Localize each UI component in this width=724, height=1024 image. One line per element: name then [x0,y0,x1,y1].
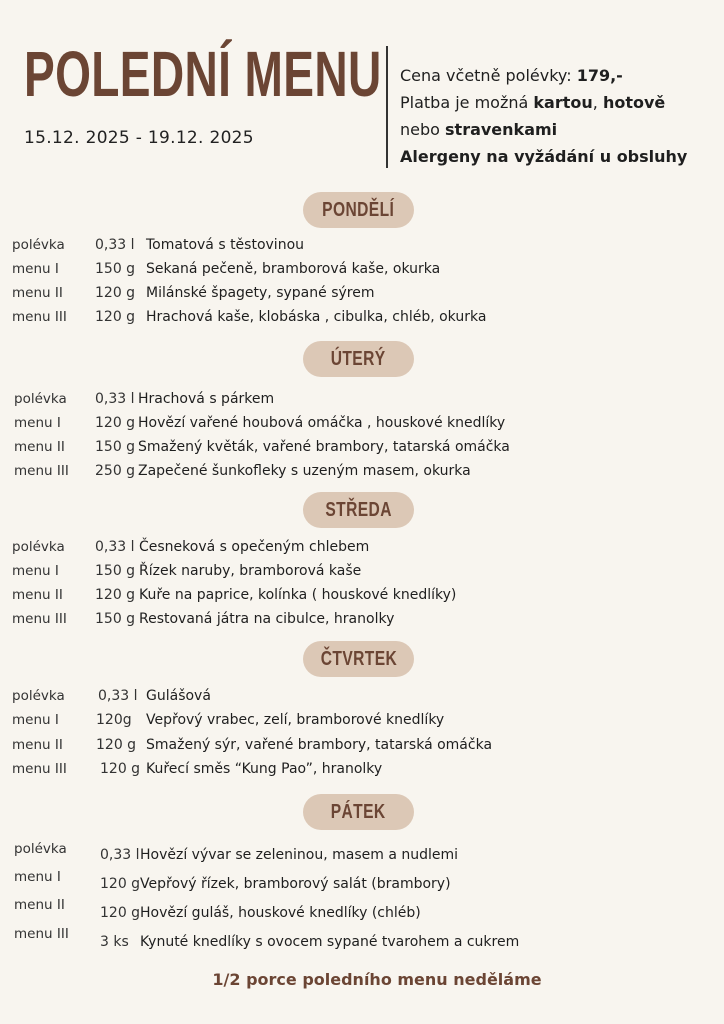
menu-dish: Hovězí guláš, houskové knedlíky (chléb) [140,905,421,921]
menu-row [0,712,724,734]
menu-row [0,463,724,485]
menu-dish: Kuřecí směs “Kung Pao”, hranolky [146,761,383,777]
menu-quantity: 0,33 l [95,539,135,555]
menu-quantity: 0,33 l [95,237,135,253]
menu-category: polévka [12,688,65,704]
menu-dish: Sekaná pečeně, bramborová kaše, okurka [146,261,441,277]
menu-quantity: 150 g [95,563,136,579]
menu-quantity: 120 g [95,587,136,603]
menu-dish: Tomatová s těstovinou [146,237,305,253]
menu-category: polévka [12,539,65,555]
day-label: ÚTERÝ [331,347,386,370]
menu-quantity: 120 g [95,309,136,325]
price-label: Cena včetně polévky: [400,66,577,85]
voucher-label: nebo [400,120,446,139]
day-label: STŘEDA [325,498,392,521]
menu-row [0,761,724,783]
menu-quantity: 120 g [96,737,137,753]
payment-separator: , [592,93,603,112]
price-value: 179,- [576,66,623,85]
day-badge-tuesday [303,341,414,377]
info-block [400,62,687,170]
menu-category: menu II [12,285,63,301]
menu-quantity: 150 g [95,611,136,627]
menu-category: menu I [14,415,61,431]
menu-dish: Zapečené šunkofleky s uzeným masem, okurka [138,463,471,479]
menu-quantity: 120 g [100,876,141,892]
menu-category: menu III [14,463,69,479]
menu-row-content [0,876,724,898]
menu-row-content [0,905,724,927]
menu-row [0,309,724,331]
menu-quantity: 120 g [100,905,141,921]
day-label: PÁTEK [331,800,386,823]
menu-row [0,261,724,283]
menu-dish: Smažený květák, vařené brambory, tatarská omáčka [138,439,510,455]
menu-category: menu I [14,869,61,885]
menu-dish: Smažený sýr, vařené brambory, tatarská omáčka [146,737,493,753]
menu-dish: Gulášová [146,688,211,704]
menu-dish: Hovězí vývar se zeleninou, masem a nudlemi [140,847,459,863]
menu-quantity: 120 g [100,761,141,777]
menu-category: menu III [14,926,69,942]
menu-quantity: 0,33 l [95,391,135,407]
menu-dish: Milánské špagety, sypané sýrem [146,285,375,301]
menu-quantity: 0,33 l [100,847,140,863]
menu-row [0,415,724,437]
menu-category: menu II [14,897,65,913]
price-line [400,62,687,89]
menu-row [0,237,724,259]
menu-category: menu III [12,761,67,777]
menu-row [0,391,724,413]
date-range: 15.12. 2025 - 19.12. 2025 [24,128,254,148]
day-badge-friday [303,794,414,830]
menu-dish: Kynuté knedlíky s ovocem sypané tvarohem a cukrem [140,934,520,950]
menu-dish: Řízek naruby, bramborová kaše [139,563,362,579]
half-portion-note: 1/2 porce poledního menu neděláme [212,970,542,989]
menu-category: polévka [12,237,65,253]
menu-quantity: 250 g [95,463,136,479]
day-badge-monday [303,192,414,228]
menu-dish: Hrachová kaše, klobáska , cibulka, chléb, okurka [146,309,487,325]
menu-category: menu II [12,737,63,753]
menu-row [0,737,724,759]
header-divider [386,46,388,168]
menu-category: menu I [12,261,59,277]
menu-row-content [0,847,724,869]
menu-row [0,688,724,710]
day-badge-thursday [303,641,414,677]
voucher-value: stravenkami [445,120,558,139]
menu-quantity: 120g [96,712,132,728]
menu-dish: Vepřový vrabec, zelí, bramborové knedlíky [146,712,445,728]
menu-row [0,539,724,561]
menu-category: polévka [14,391,67,407]
voucher-line [400,116,687,143]
day-label: ČTVRTEK [320,647,397,670]
menu-quantity: 120 g [95,415,136,431]
menu-category: polévka [14,841,67,857]
allergen-line [400,143,687,170]
allergen-note: Alergeny na vyžádání u obsluhy [400,147,688,166]
menu-quantity: 120 g [95,285,136,301]
menu-dish: Kuře na paprice, kolínka ( houskové knedlíky) [139,587,457,603]
menu-row-content [0,934,724,956]
payment-line [400,89,687,116]
day-label: PONDĚLÍ [322,198,395,221]
menu-dish: Hrachová s párkem [138,391,275,407]
payment-label: Platba je možná [400,93,534,112]
payment-cash: hotově [602,93,666,112]
menu-row [0,285,724,307]
menu-row [0,563,724,585]
menu-category: menu I [12,563,59,579]
menu-category: menu I [12,712,59,728]
menu-quantity: 3 ks [100,934,129,950]
menu-category: menu III [12,611,67,627]
menu-quantity: 0,33 l [98,688,138,704]
menu-category: menu II [14,439,65,455]
payment-card: kartou [533,93,593,112]
menu-row [0,611,724,633]
menu-row [0,587,724,609]
page-title: POLEDNÍ MENU [24,38,382,110]
menu-quantity: 150 g [95,439,136,455]
menu-dish: Vepřový řízek, bramborový salát (brambory) [140,876,451,892]
menu-category: menu III [12,309,67,325]
menu-dish: Restovaná játra na cibulce, hranolky [139,611,395,627]
menu-dish: Hovězí vařené houbová omáčka , houskové knedlíky [138,415,506,431]
day-badge-wednesday [303,492,414,528]
menu-category: menu II [12,587,63,603]
menu-dish: Česneková s opečeným chlebem [139,539,370,555]
menu-quantity: 150 g [95,261,136,277]
menu-row [0,439,724,461]
